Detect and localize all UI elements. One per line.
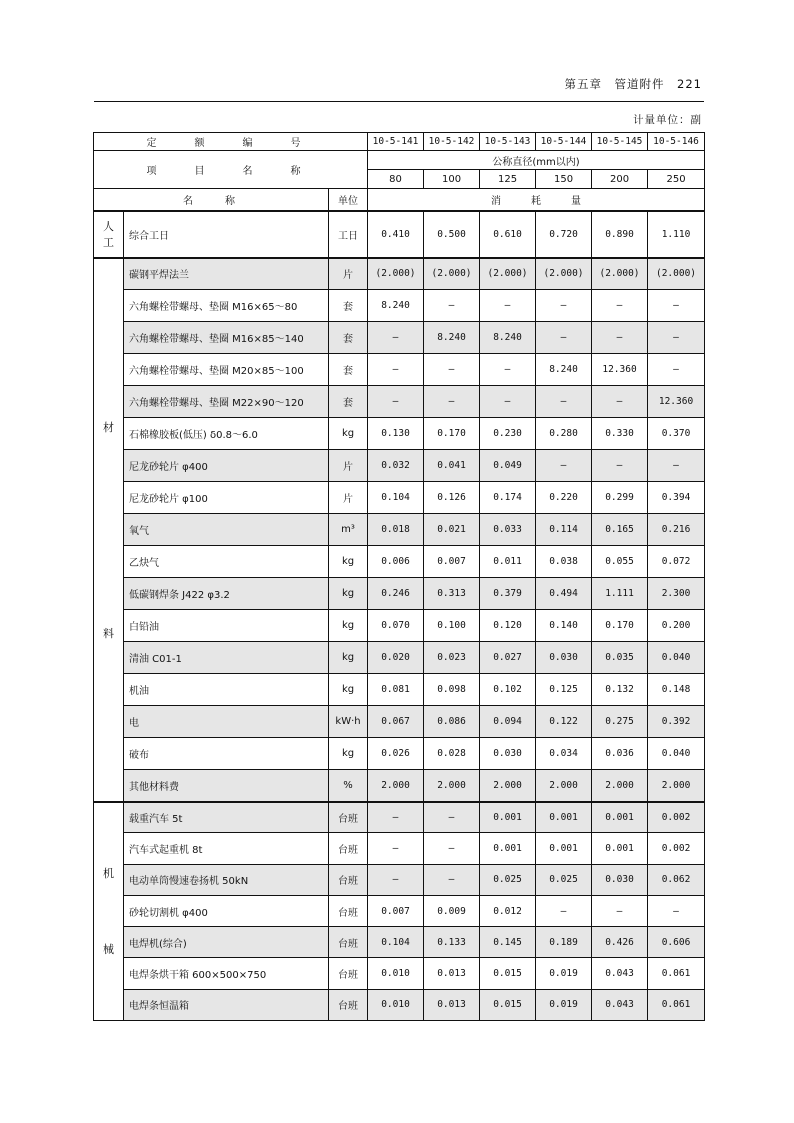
item-name: 白铅油	[124, 610, 329, 642]
consumption-value: 1.111	[592, 578, 648, 610]
consumption-value: 0.002	[648, 833, 705, 864]
material-row	[94, 546, 705, 578]
item-unit: 台班	[329, 802, 368, 833]
consumption-value: 0.028	[424, 738, 480, 770]
item-name: 清油 C01-1	[124, 642, 329, 674]
material-row	[94, 642, 705, 674]
consumption-value: 2.000	[424, 770, 480, 802]
consumption-value: 0.007	[424, 546, 480, 578]
consumption-value: 0.009	[424, 895, 480, 926]
consumption-value: 0.098	[424, 674, 480, 706]
material-row	[94, 450, 705, 482]
consumption-value: (2.000)	[592, 258, 648, 290]
item-unit: 台班	[329, 864, 368, 895]
consumption-value: 0.132	[592, 674, 648, 706]
consumption-value: 0.102	[480, 674, 536, 706]
consumption-value: 0.010	[368, 989, 424, 1020]
consumption-value: —	[480, 386, 536, 418]
consumption-value: (2.000)	[424, 258, 480, 290]
material-row	[94, 290, 705, 322]
consumption-value: 8.240	[424, 322, 480, 354]
consumption-value: 0.062	[648, 864, 705, 895]
consumption-value: —	[368, 833, 424, 864]
item-name: 尼龙砂轮片 φ100	[124, 482, 329, 514]
consumption-value: 0.086	[424, 706, 480, 738]
item-unit: 套	[329, 354, 368, 386]
diameter-value: 200	[592, 170, 648, 189]
consumption-value: 0.720	[536, 211, 592, 258]
unit-note: 计量单位：副	[633, 114, 702, 126]
consumption-value: —	[368, 864, 424, 895]
consumption-value: —	[368, 322, 424, 354]
machine-row	[94, 958, 705, 989]
item-name: 汽车式起重机 8t	[124, 833, 329, 864]
chapter-page-label: 第五章 管道附件 221	[564, 77, 702, 91]
item-unit: kg	[329, 610, 368, 642]
consumption-value: 0.018	[368, 514, 424, 546]
consumption-value: 0.027	[480, 642, 536, 674]
item-unit: kg	[329, 674, 368, 706]
consumption-value: 0.122	[536, 706, 592, 738]
item-name: 碳钢平焊法兰	[124, 258, 329, 290]
quota-code: 10-5-144	[536, 133, 592, 151]
material-row	[94, 258, 705, 290]
consumption-value: 0.061	[648, 989, 705, 1020]
diameter-value: 150	[536, 170, 592, 189]
material-row	[94, 386, 705, 418]
consumption-value: 0.220	[536, 482, 592, 514]
consumption-value: (2.000)	[368, 258, 424, 290]
item-unit: 套	[329, 290, 368, 322]
material-row	[94, 738, 705, 770]
item-name: 载重汽车 5t	[124, 802, 329, 833]
consumption-value: 0.145	[480, 927, 536, 958]
consumption-value: —	[648, 322, 705, 354]
item-name: 综合工日	[124, 211, 329, 258]
consumption-value: 0.379	[480, 578, 536, 610]
consumption-value: 0.032	[368, 450, 424, 482]
item-name: 低碳钢焊条 J422 φ3.2	[124, 578, 329, 610]
material-row	[94, 482, 705, 514]
item-unit: 片	[329, 482, 368, 514]
consumption-value: 0.275	[592, 706, 648, 738]
consumption-value: 0.230	[480, 418, 536, 450]
machine-row	[94, 833, 705, 864]
consumption-value: 0.043	[592, 958, 648, 989]
item-unit: kW·h	[329, 706, 368, 738]
consumption-value: 0.049	[480, 450, 536, 482]
consumption-value: 2.000	[648, 770, 705, 802]
material-row	[94, 578, 705, 610]
consumption-value: 0.035	[592, 642, 648, 674]
consumption-value: 0.001	[592, 802, 648, 833]
quota-table	[93, 132, 705, 1021]
column-header-row	[94, 189, 705, 211]
consumption-value: 0.500	[424, 211, 480, 258]
consumption-value: 0.030	[536, 642, 592, 674]
consumption-value: —	[536, 290, 592, 322]
item-name: 六角螺栓带螺母、垫圈 M16×85～140	[124, 322, 329, 354]
consumption-value: —	[648, 290, 705, 322]
consumption-value: 0.100	[424, 610, 480, 642]
nominal-diameter-label: 公称直径(mm以内)	[368, 151, 705, 170]
consumption-value: 0.330	[592, 418, 648, 450]
consumption-value: —	[648, 450, 705, 482]
consumption-value: 8.240	[480, 322, 536, 354]
consumption-value: 0.130	[368, 418, 424, 450]
machine-row	[94, 989, 705, 1020]
consumption-value: 0.001	[592, 833, 648, 864]
quota-code: 10-5-142	[424, 133, 480, 151]
consumption-value: 0.002	[648, 802, 705, 833]
consumption-value: 0.094	[480, 706, 536, 738]
diameter-value: 80	[368, 170, 424, 189]
material-row	[94, 354, 705, 386]
consumption-value: 0.010	[368, 958, 424, 989]
consumption-value: —	[592, 895, 648, 926]
item-name: 尼龙砂轮片 φ400	[124, 450, 329, 482]
consumption-value: 0.200	[648, 610, 705, 642]
consumption-value: 0.038	[536, 546, 592, 578]
item-unit: 台班	[329, 989, 368, 1020]
consumption-value: 0.023	[424, 642, 480, 674]
consumption-value: 0.610	[480, 211, 536, 258]
consumption-value: 0.299	[592, 482, 648, 514]
material-row	[94, 418, 705, 450]
consumption-value: —	[424, 833, 480, 864]
consumption-value: —	[368, 802, 424, 833]
quota-code-row	[94, 133, 705, 151]
consumption-value: 0.040	[648, 642, 705, 674]
machine-row	[94, 927, 705, 958]
labor-row	[94, 211, 705, 258]
machine-group-label	[94, 802, 124, 1021]
item-name: 其他材料费	[124, 770, 329, 802]
consumption-value: 0.043	[592, 989, 648, 1020]
material-row	[94, 514, 705, 546]
consumption-value: —	[592, 322, 648, 354]
page-header	[94, 70, 704, 102]
consumption-value: 0.020	[368, 642, 424, 674]
consumption-value: 0.055	[592, 546, 648, 578]
consumption-value: 0.606	[648, 927, 705, 958]
item-name: 机油	[124, 674, 329, 706]
consumption-value: —	[480, 354, 536, 386]
consumption-value: 0.001	[536, 802, 592, 833]
consumption-value: 0.394	[648, 482, 705, 514]
consumption-value: 0.280	[536, 418, 592, 450]
consumption-value: 0.370	[648, 418, 705, 450]
consumption-value: 0.026	[368, 738, 424, 770]
item-unit: 台班	[329, 833, 368, 864]
consumption-value: 0.061	[648, 958, 705, 989]
consumption-value: (2.000)	[648, 258, 705, 290]
consumption-value: 2.000	[592, 770, 648, 802]
consumption-value: 0.072	[648, 546, 705, 578]
item-name: 电	[124, 706, 329, 738]
consumption-value: 0.013	[424, 989, 480, 1020]
consumption-value: 0.313	[424, 578, 480, 610]
consumption-value: 0.012	[480, 895, 536, 926]
consumption-value: —	[424, 386, 480, 418]
material-row	[94, 674, 705, 706]
group-char: 料	[103, 626, 114, 640]
material-row	[94, 322, 705, 354]
item-unit: kg	[329, 546, 368, 578]
consumption-value: 0.006	[368, 546, 424, 578]
consumption-value: 0.104	[368, 482, 424, 514]
item-name: 六角螺栓带螺母、垫圈 M16×65～80	[124, 290, 329, 322]
labor-group-label	[94, 211, 124, 258]
consumption-value: —	[424, 290, 480, 322]
quota-code: 10-5-146	[648, 133, 705, 151]
consumption-value: 0.081	[368, 674, 424, 706]
quota-table-body	[94, 133, 705, 1021]
group-char: 工	[103, 236, 114, 249]
group-char: 机	[103, 867, 114, 881]
consumption-value: 0.104	[368, 927, 424, 958]
consumption-value: —	[536, 450, 592, 482]
consumption-value: —	[592, 386, 648, 418]
consumption-value: 0.001	[536, 833, 592, 864]
item-unit: kg	[329, 418, 368, 450]
consumption-value: 12.360	[592, 354, 648, 386]
consumption-value: 0.216	[648, 514, 705, 546]
consumption-value: 0.494	[536, 578, 592, 610]
consumption-value: 2.000	[480, 770, 536, 802]
item-name: 电焊条恒温箱	[124, 989, 329, 1020]
item-unit: 片	[329, 450, 368, 482]
consumption-value: 0.021	[424, 514, 480, 546]
item-name: 石棉橡胶板(低压) δ0.8～6.0	[124, 418, 329, 450]
item-name: 氧气	[124, 514, 329, 546]
consumption-value: 0.126	[424, 482, 480, 514]
consumption-value: —	[536, 895, 592, 926]
consumption-value: 0.015	[480, 989, 536, 1020]
item-name: 乙炔气	[124, 546, 329, 578]
consumption-value: 0.001	[480, 833, 536, 864]
consumption-value: 0.410	[368, 211, 424, 258]
quota-code: 10-5-141	[368, 133, 424, 151]
diameter-value: 125	[480, 170, 536, 189]
item-unit: 台班	[329, 958, 368, 989]
consumption-value: 0.007	[368, 895, 424, 926]
item-name-label: 项 目 名 称	[94, 151, 368, 189]
consumption-value: —	[424, 802, 480, 833]
consumption-value: 0.148	[648, 674, 705, 706]
group-char: 人	[103, 220, 114, 233]
consumption-value: 8.240	[536, 354, 592, 386]
material-row	[94, 610, 705, 642]
item-name: 电动单筒慢速卷扬机 50kN	[124, 864, 329, 895]
nominal-diameter-row	[94, 151, 705, 170]
item-unit: m³	[329, 514, 368, 546]
group-char: 材	[103, 420, 114, 434]
item-unit: 台班	[329, 895, 368, 926]
consumption-value: 0.030	[592, 864, 648, 895]
consumption-value: 0.041	[424, 450, 480, 482]
consumption-value: 0.034	[536, 738, 592, 770]
consumption-value: 0.890	[592, 211, 648, 258]
consumption-value: 0.033	[480, 514, 536, 546]
unit-column-header: 单位	[329, 189, 368, 211]
consumption-value: (2.000)	[536, 258, 592, 290]
consumption-value: 0.025	[536, 864, 592, 895]
consumption-value: —	[480, 290, 536, 322]
item-unit: 工日	[329, 211, 368, 258]
item-name: 电焊机(综合)	[124, 927, 329, 958]
consumption-value: 0.140	[536, 610, 592, 642]
consumption-value: 0.392	[648, 706, 705, 738]
consumption-value: 0.165	[592, 514, 648, 546]
machine-row	[94, 802, 705, 833]
item-unit: 台班	[329, 927, 368, 958]
item-name: 砂轮切割机 φ400	[124, 895, 329, 926]
consumption-value: 0.133	[424, 927, 480, 958]
machine-row	[94, 895, 705, 926]
consumption-value: 0.019	[536, 958, 592, 989]
consumption-value: 12.360	[648, 386, 705, 418]
consumption-header: 消 耗 量	[368, 189, 705, 211]
consumption-value: —	[368, 354, 424, 386]
material-row	[94, 706, 705, 738]
consumption-value: 0.015	[480, 958, 536, 989]
consumption-value: —	[424, 864, 480, 895]
item-unit: kg	[329, 738, 368, 770]
consumption-value: 0.170	[592, 610, 648, 642]
consumption-value: 0.174	[480, 482, 536, 514]
consumption-value: —	[536, 322, 592, 354]
name-column-header: 名 称	[94, 189, 329, 211]
consumption-value: 0.013	[424, 958, 480, 989]
item-unit: kg	[329, 642, 368, 674]
consumption-value: 0.030	[480, 738, 536, 770]
item-name: 电焊条烘干箱 600×500×750	[124, 958, 329, 989]
consumption-value: —	[368, 386, 424, 418]
quota-code: 10-5-145	[592, 133, 648, 151]
consumption-value: 0.125	[536, 674, 592, 706]
consumption-value: 0.040	[648, 738, 705, 770]
machine-row	[94, 864, 705, 895]
item-name: 六角螺栓带螺母、垫圈 M20×85～100	[124, 354, 329, 386]
material-group-label	[94, 258, 124, 802]
consumption-value: —	[592, 290, 648, 322]
consumption-value: 1.110	[648, 211, 705, 258]
consumption-value: 0.011	[480, 546, 536, 578]
consumption-value: 0.120	[480, 610, 536, 642]
consumption-value: —	[592, 450, 648, 482]
group-char: 械	[103, 943, 114, 957]
diameter-value: 250	[648, 170, 705, 189]
consumption-value: —	[648, 354, 705, 386]
diameter-value: 100	[424, 170, 480, 189]
quota-code-label: 定 额 编 号	[94, 133, 368, 151]
item-unit: 片	[329, 258, 368, 290]
item-name: 破布	[124, 738, 329, 770]
consumption-value: —	[424, 354, 480, 386]
consumption-value: 0.070	[368, 610, 424, 642]
consumption-value: 0.036	[592, 738, 648, 770]
consumption-value: 2.000	[536, 770, 592, 802]
item-unit: kg	[329, 578, 368, 610]
item-unit: %	[329, 770, 368, 802]
quota-code: 10-5-143	[480, 133, 536, 151]
item-unit: 套	[329, 386, 368, 418]
consumption-value: 0.067	[368, 706, 424, 738]
item-unit: 套	[329, 322, 368, 354]
consumption-value: —	[536, 386, 592, 418]
consumption-value: 8.240	[368, 290, 424, 322]
consumption-value: 0.170	[424, 418, 480, 450]
consumption-value: 0.025	[480, 864, 536, 895]
consumption-value: 0.426	[592, 927, 648, 958]
consumption-value: 0.189	[536, 927, 592, 958]
consumption-value: 0.246	[368, 578, 424, 610]
material-row	[94, 770, 705, 802]
consumption-value: 0.019	[536, 989, 592, 1020]
consumption-value: (2.000)	[480, 258, 536, 290]
consumption-value: 2.000	[368, 770, 424, 802]
item-name: 六角螺栓带螺母、垫圈 M22×90～120	[124, 386, 329, 418]
consumption-value: 0.001	[480, 802, 536, 833]
consumption-value: 0.114	[536, 514, 592, 546]
consumption-value: —	[648, 895, 705, 926]
consumption-value: 2.300	[648, 578, 705, 610]
